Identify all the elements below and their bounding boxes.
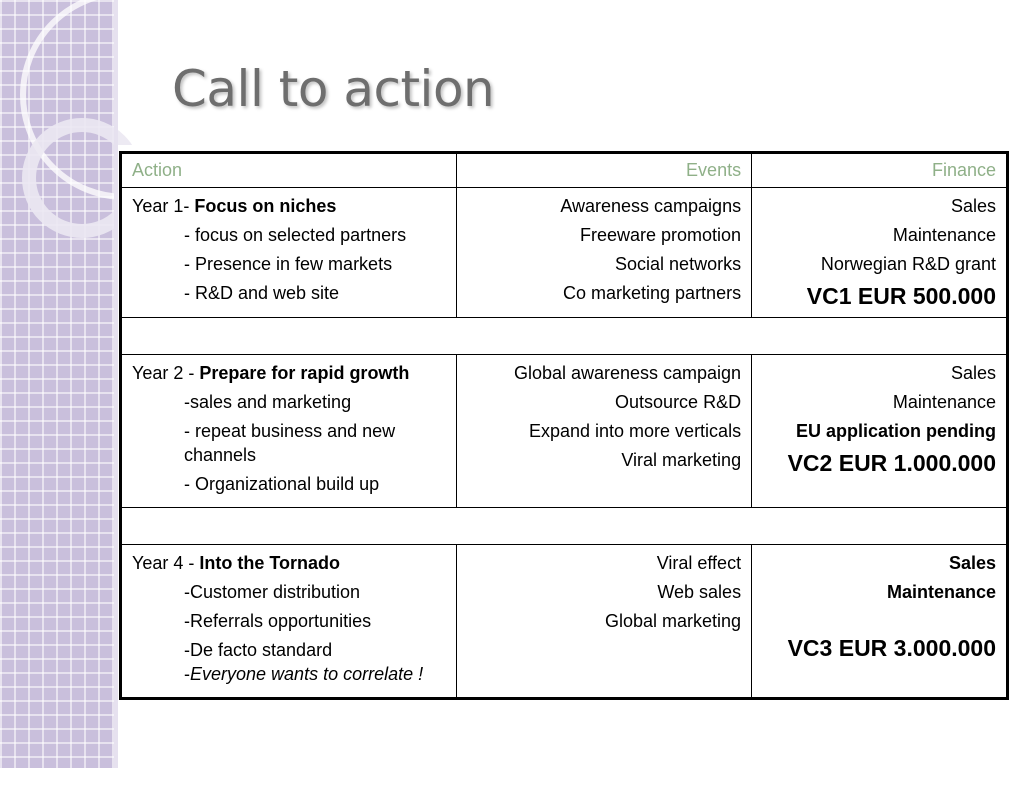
year-focus: Into the Tornado <box>199 553 341 573</box>
finance-item: Sales <box>950 196 996 216</box>
finance-item: Maintenance <box>892 392 996 412</box>
action-item: -Referrals opportunities <box>184 611 372 631</box>
finance-spacer <box>762 609 996 633</box>
event-item: Global marketing <box>605 611 742 631</box>
event-item: Viral effect <box>656 553 742 573</box>
action-cell-year-1 <box>121 188 457 318</box>
header-events: Events <box>456 153 751 188</box>
slide-title: Call to action <box>172 60 495 118</box>
grant-status: EU application pending <box>795 421 996 441</box>
event-item: Co marketing partners <box>563 283 742 303</box>
table-spacer-row <box>121 318 1008 355</box>
action-item: -Customer distribution <box>184 582 361 602</box>
table-spacer-row <box>121 508 1008 545</box>
table-row-year-2 <box>121 355 1008 508</box>
action-item: - Presence in few markets <box>184 254 393 274</box>
action-cell-year-2 <box>121 355 457 508</box>
action-item-italic <box>132 662 446 686</box>
event-item: Global awareness campaign <box>513 363 742 383</box>
year-label: Year 4 - <box>132 553 200 573</box>
funding-amount: VC1 EUR 500.000 <box>806 283 996 309</box>
italic-prefix: - <box>184 664 190 684</box>
event-item: Outsource R&D <box>615 392 742 412</box>
finance-item: Maintenance <box>886 582 996 602</box>
event-item: Social networks <box>615 254 742 274</box>
event-item: Web sales <box>657 582 742 602</box>
header-finance: Finance <box>752 153 1008 188</box>
finance-cell-year-1 <box>752 188 1008 318</box>
action-plan-table <box>119 151 1009 700</box>
finance-cell-year-4 <box>752 545 1008 699</box>
event-item: Freeware promotion <box>580 225 742 245</box>
funding-amount: VC2 EUR 1.000.000 <box>787 450 996 476</box>
year-heading <box>132 194 446 218</box>
event-item: Awareness campaigns <box>560 196 742 216</box>
finance-item: Norwegian R&D grant <box>820 254 996 274</box>
events-cell-year-4 <box>456 545 751 699</box>
table-row-year-4 <box>121 545 1008 699</box>
table-row-year-1 <box>121 188 1008 318</box>
action-item: -sales and marketing <box>184 392 352 412</box>
event-item: Expand into more verticals <box>528 421 742 441</box>
action-item: - Organizational build up <box>184 474 380 494</box>
table-header-row <box>121 153 1008 188</box>
year-label: Year 2 - <box>132 363 200 383</box>
year-focus: Focus on niches <box>194 196 337 216</box>
year-label: Year 1- <box>132 196 195 216</box>
italic-slogan: Everyone wants to correlate ! <box>190 664 424 684</box>
action-item: - repeat business and new channels <box>184 421 396 465</box>
event-item: Viral marketing <box>621 450 742 470</box>
action-item: - focus on selected partners <box>184 225 407 245</box>
spacer-cell <box>121 318 1008 355</box>
spacer-cell <box>121 508 1008 545</box>
year-heading <box>132 361 446 385</box>
year-focus: Prepare for rapid growth <box>199 363 410 383</box>
finance-item: Sales <box>950 363 996 383</box>
header-action: Action <box>121 153 457 188</box>
finance-item: Sales <box>948 553 996 573</box>
events-cell-year-2 <box>456 355 751 508</box>
funding-amount: VC3 EUR 3.000.000 <box>787 635 996 661</box>
finance-cell-year-2 <box>752 355 1008 508</box>
action-cell-year-4 <box>121 545 457 699</box>
events-cell-year-1 <box>456 188 751 318</box>
finance-item: Maintenance <box>892 225 996 245</box>
year-heading <box>132 551 446 575</box>
action-item: - R&D and web site <box>184 283 340 303</box>
action-item: -De facto standard <box>184 640 333 660</box>
